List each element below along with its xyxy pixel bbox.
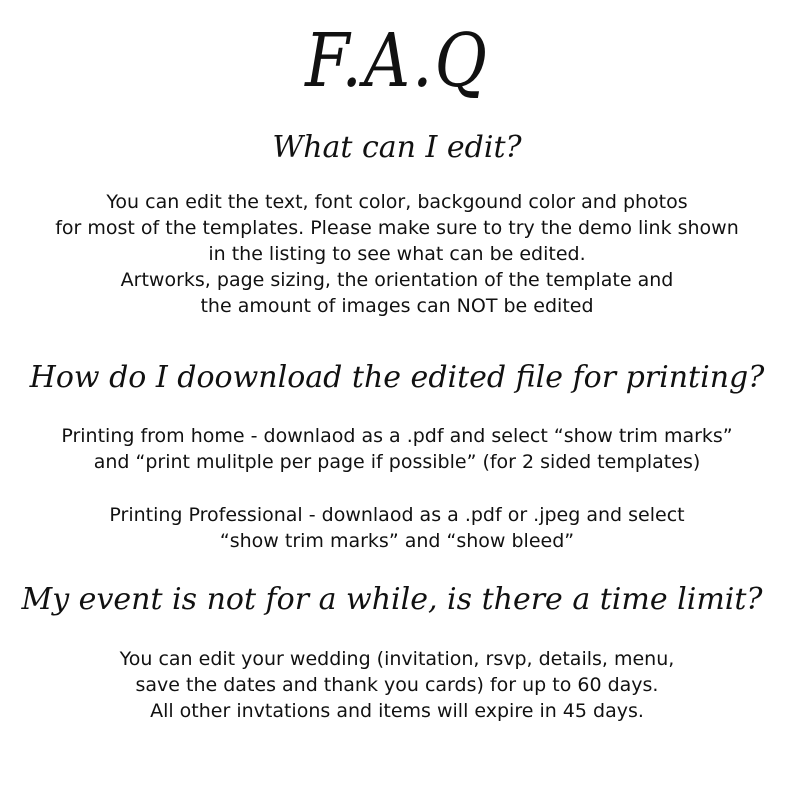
answer-paragraph-professional-printing <box>0 502 794 554</box>
answer-paragraph-time-limit <box>0 646 794 724</box>
answer-line: You can edit your wedding (invitation, rsvp, details, menu, <box>119 648 675 670</box>
answer-line: You can edit the text, font color, backgound color and photos <box>106 191 688 213</box>
answer-line: and “print mulitple per page if possible” (for 2 sided templates) <box>93 451 701 473</box>
answer-line: the amount of images can NOT be edited <box>200 295 594 317</box>
answer-line: in the listing to see what can be edited. <box>208 243 586 265</box>
answer-line: Artworks, page sizing, the orientation of the template and <box>120 269 674 291</box>
question-heading-download: How do I doownload the edited file for printing? <box>29 360 765 395</box>
answer-line: for most of the templates. Please make sure to try the demo link shown <box>55 217 739 239</box>
answer-line: All other invtations and items will expire in 45 days. <box>150 700 644 722</box>
answer-line: Printing Professional - downlaod as a .pdf or .jpeg and select <box>109 504 685 526</box>
answer-line: Printing from home - downlaod as a .pdf and select “show trim marks” <box>61 425 733 447</box>
answer-paragraph-edit <box>0 189 794 319</box>
page-title: F.A.Q <box>305 19 489 105</box>
question-heading-edit: What can I edit? <box>272 130 522 165</box>
answer-line: save the dates and thank you cards) for up to 60 days. <box>135 674 659 696</box>
answer-line: “show trim marks” and “show bleed” <box>219 530 575 552</box>
question-heading-time-limit: My event is not for a while, is there a time limit? <box>21 582 763 617</box>
answer-paragraph-home-printing <box>0 423 794 475</box>
